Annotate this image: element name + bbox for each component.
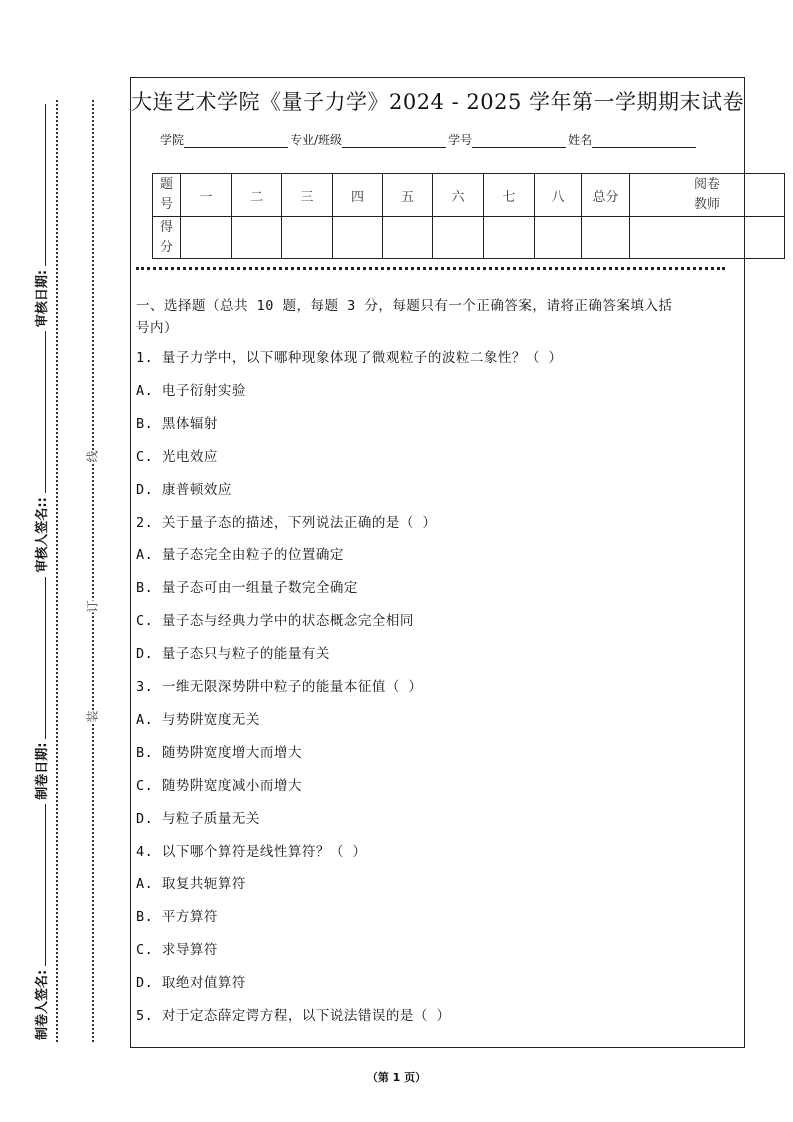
major-label: 专业/班级 xyxy=(290,133,343,147)
col-1: 一 xyxy=(181,174,232,217)
score-cell[interactable] xyxy=(383,217,433,259)
binding-zhuang: 装 xyxy=(82,710,103,722)
separator-dotted-line xyxy=(136,267,725,270)
binding-dotted-line-outer xyxy=(56,100,58,1042)
id-label: 学号 xyxy=(448,133,473,147)
score-cell[interactable] xyxy=(232,217,282,259)
answer-option: B. 随势阱宽度增大而增大 xyxy=(136,744,302,761)
binding-dotted-line-inner xyxy=(92,100,94,1042)
college-field[interactable] xyxy=(184,133,288,148)
score-row xyxy=(153,217,785,259)
answer-option: C. 光电效应 xyxy=(136,448,218,465)
score-cell[interactable] xyxy=(484,217,535,259)
answer-option: D. 取绝对值算符 xyxy=(136,975,246,992)
review-date-label: 审核日期: xyxy=(34,269,50,328)
answer-option: D. 量子态只与粒子的能量有关 xyxy=(136,646,330,663)
maker-sign-field[interactable] xyxy=(35,804,46,966)
score-cell[interactable] xyxy=(282,217,333,259)
answer-option: B. 量子态可由一组量子数完全确定 xyxy=(136,580,358,597)
question-stem: 3. 一维无限深势阱中粒子的能量本征值（ ） xyxy=(136,679,423,695)
col-7: 七 xyxy=(484,174,535,217)
col-total: 总分 xyxy=(582,174,630,217)
student-info xyxy=(160,131,698,148)
exam-title: 大连艺术学院《量子力学》2024 - 2025 学年第一学期期末试卷 xyxy=(130,90,744,114)
major-field[interactable] xyxy=(342,133,446,148)
question-stem: 4. 以下哪个算符是线性算符？（ ） xyxy=(136,843,367,860)
question-stem: 5. 对于定态薛定谔方程，以下说法错误的是（ ） xyxy=(136,1008,451,1024)
maker-date-label: 制卷日期: xyxy=(34,742,50,800)
col-grader-line1: 阅卷 xyxy=(693,177,720,192)
header-row xyxy=(153,174,785,217)
section-heading-cont: 号内） xyxy=(136,320,178,336)
maker-date-field[interactable] xyxy=(35,577,46,739)
question-stem: 1. 量子力学中，以下哪种现象体现了微观粒子的波粒二象性？（ ） xyxy=(136,350,563,366)
score-cell[interactable] xyxy=(181,217,232,259)
answer-option: B. 黑体辐射 xyxy=(136,415,218,432)
col-3: 三 xyxy=(282,174,333,217)
col-2: 二 xyxy=(232,174,282,217)
review-date-field[interactable] xyxy=(35,104,46,266)
answer-option: A. 量子态完全由粒子的位置确定 xyxy=(136,547,344,564)
answer-option: D. 康普顿效应 xyxy=(136,481,232,498)
answer-option: C. 求导算符 xyxy=(136,942,218,959)
col-6: 六 xyxy=(433,174,484,217)
score-table xyxy=(152,173,785,259)
answer-option: B. 平方算符 xyxy=(136,909,218,926)
score-cell[interactable] xyxy=(433,217,484,259)
college-label: 学院 xyxy=(160,133,185,147)
col-5: 五 xyxy=(383,174,433,217)
answer-option: A. 取复共轭算符 xyxy=(136,876,246,893)
col-8: 八 xyxy=(535,174,582,217)
header-label: 题 号 xyxy=(153,174,181,217)
reviewer-sign-label: 审核人签名:: xyxy=(34,497,50,573)
score-label: 得 分 xyxy=(153,217,181,259)
score-cell[interactable] xyxy=(333,217,383,259)
signature-strip xyxy=(30,100,50,1040)
col-grader xyxy=(630,174,785,217)
binding-xian: 线 xyxy=(82,450,103,462)
reviewer-sign-field[interactable] xyxy=(35,331,46,493)
answer-option: C. 随势阱宽度减小而增大 xyxy=(136,777,302,794)
id-field[interactable] xyxy=(472,133,566,148)
answer-option: A. 电子衍射实验 xyxy=(136,382,246,399)
name-field[interactable] xyxy=(592,133,696,148)
name-label: 姓名 xyxy=(568,133,593,147)
maker-sign-label: 制卷人签名: xyxy=(34,969,50,1040)
section-heading: 一、选择题（总共 10 题，每题 3 分，每题只有一个正确答案，请将正确答案填入括 xyxy=(136,298,673,314)
col-4: 四 xyxy=(333,174,383,217)
binding-ding: 订 xyxy=(82,600,103,612)
answer-option: C. 量子态与经典力学中的状态概念完全相同 xyxy=(136,613,414,630)
answer-option: A. 与势阱宽度无关 xyxy=(136,711,260,728)
question-stem: 2. 关于量子态的描述，下列说法正确的是（ ） xyxy=(136,514,437,531)
score-cell[interactable] xyxy=(535,217,582,259)
page-number: （第 1 页） xyxy=(366,1071,427,1084)
answer-option: D. 与粒子质量无关 xyxy=(136,810,260,827)
score-cell[interactable] xyxy=(630,217,785,259)
col-grader-line2: 教师 xyxy=(693,197,720,212)
score-cell[interactable] xyxy=(582,217,630,259)
